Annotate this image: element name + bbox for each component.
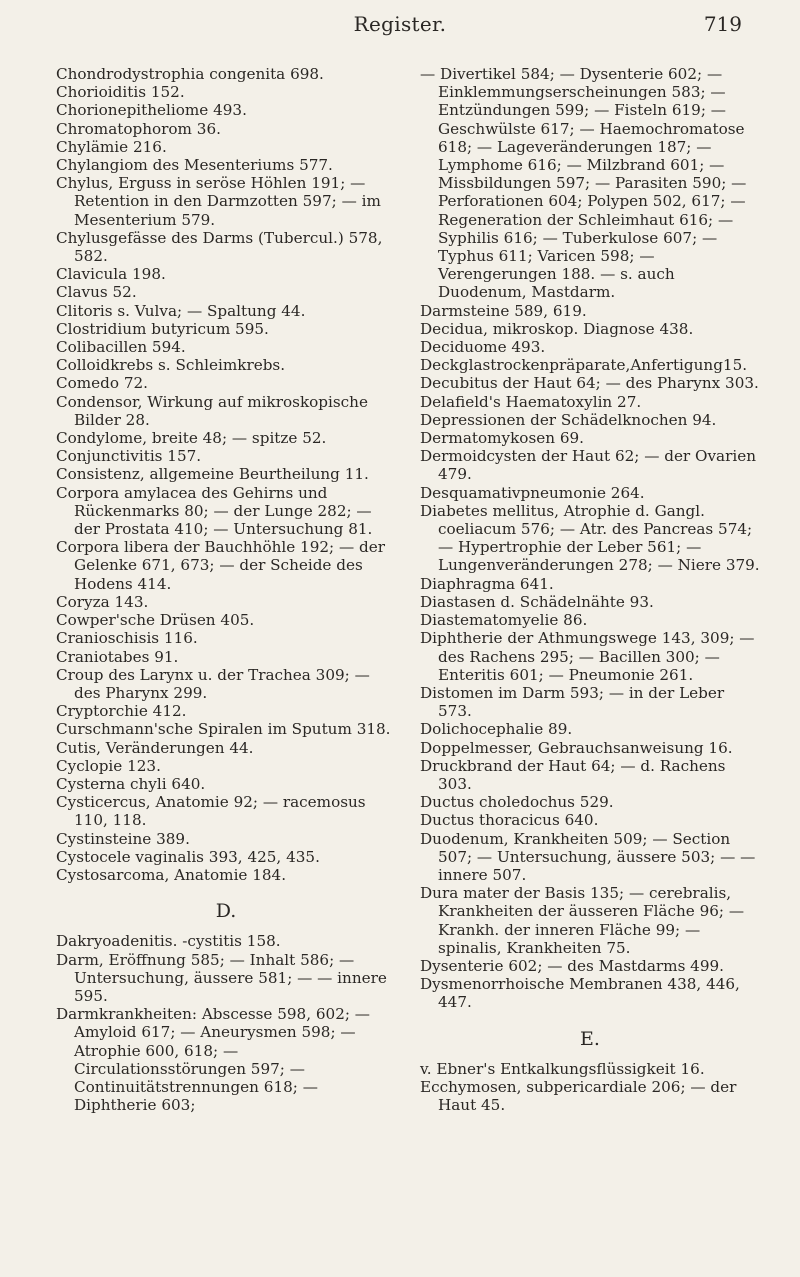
index-entry: Delafield's Haematoxylin 27. [420,392,642,411]
index-entry: Cysticercus, Anatomie 92; — racemosus 110, 118. [56,793,366,830]
index-entry: Clavicula 198. [56,265,166,284]
right-column [420,65,760,1114]
index-entry: Dakryoadenitis. -cystitis 158. [56,932,281,951]
index-entry: Cystinsteine 389. [56,829,190,848]
index-entry: Chorionepitheliome 493. [56,101,247,120]
index-entry: Diaphragma 641. [420,574,554,593]
index-entry: Cutis, Veränderungen 44. [56,738,254,757]
entries-d-list [56,932,396,1114]
index-entry: Ductus choledochus 529. [420,793,614,812]
index-entry: Chorioiditis 152. [56,83,185,102]
index-entry: Dysenterie 602; — des Mastdarms 499. [420,956,725,975]
index-entry: Diphtherie der Athmungswege 143, 309; — des Rachens 295; — Bacillen 300; — Enteritis 601; — Pneumonie 261. [420,629,755,684]
index-entry: v. Ebner's Entkalkungsflüssigkeit 16. [420,1059,705,1078]
entries-c-list [56,65,396,884]
index-entry: Druckbrand der Haut 64; — d. Rachens 303. [420,756,726,793]
running-head: Register. [353,12,447,36]
index-entry: Clavus 52. [56,283,137,302]
section-heading-e: E. [580,1027,600,1050]
index-entry: Clostridium butyricum 595. [56,319,269,338]
index-entry: Coryza 143. [56,592,149,611]
index-entry: Desquamativpneumonie 264. [420,483,645,502]
index-entry: Chromatophorom 36. [56,119,221,138]
index-entry: Darmkrankheiten: Abscesse 598, 602; — Amyloid 617; — Aneurysmen 598; — Atrophie 600, 618; — Circulationsstörungen 597; — Continuitätstrennungen 618; — Diphtherie 603; [56,1005,370,1115]
index-entry: Corpora libera der Bauchhöhle 192; — der Gelenke 671, 673; — der Scheide des Hodens 414. [56,538,385,593]
index-entry: Deckglastrockenpräparate,Anfertigung15. [420,356,748,375]
index-entry: Chondrodystrophia congenita 698. [56,65,324,83]
index-entry: Condensor, Wirkung auf mikroskopische Bilder 28. [56,392,368,429]
index-entry: Chylämie 216. [56,137,167,156]
index-entry: Dermatomykosen 69. [420,429,584,448]
index-entry: Croup des Larynx u. der Trachea 309; — des Pharynx 299. [56,665,370,702]
index-entry: Dermoidcysten der Haut 62; — der Ovarien 479. [420,447,756,484]
index-entry: Cystocele vaginalis 393, 425, 435. [56,847,320,866]
index-entry: Darmsteine 589, 619. [420,301,587,320]
index-entry: Depressionen der Schädelknochen 94. [420,410,717,429]
index-entry: Duodenum, Krankheiten 509; — Section 507; — Untersuchung, äussere 503; — — innere 507. [420,829,756,884]
index-entry: Curschmann'sche Spiralen im Sputum 318. [56,720,391,739]
index-entry: Distomen im Darm 593; — in der Leber 573. [420,683,725,721]
index-entry: Diastasen d. Schädelnähte 93. [420,592,654,611]
index-entry: Dysmenorrhoische Membranen 438, 446, 447. [420,975,740,1012]
left-column [56,65,396,1114]
index-entry: Corpora amylacea des Gehirns und Rückenmarks 80; — der Lunge 282; — der Prostata 410; — Untersuchung 81. [56,483,373,539]
index-entry: Cryptorchie 412. [56,702,187,721]
index-entry: Colloidkrebs s. Schleimkrebs. [56,356,286,375]
index-entry: Cyclopie 123. [56,756,161,775]
index-entry: — Divertikel 584; — Dysenterie 602; — Einklemmungserscheinungen 583; — Entzündungen 599; — Fisteln 619; — Geschwülste 617; — Haemochromatose 618; — Lageveränderungen 187; — Lymphome 616; — Milzbrand 601; — Missbildungen 597; — Parasiten 590; — Perforationen 604; Polypen 502, 617; — Regeneration der Schleimhaut 616; — Syphilis 616; — Tuberkulose 607; — Typhus 611; Varicen 598; — Verengerungen 188. — s. auch Duodenum, Mastdarm. [420,65,747,302]
index-entry: Chylangiom des Mesenteriums 577. [56,156,333,175]
index-entry: Cowper'sche Drüsen 405. [56,611,255,630]
index-entry: Doppelmesser, Gebrauchsanweisung 16. [420,738,733,757]
index-entry: Colibacillen 594. [56,338,186,357]
entries-d-continued-list [420,65,760,1012]
index-entry: Ductus thoracicus 640. [420,811,599,830]
page-number: 719 [703,12,742,36]
index-entry: Cranioschisis 116. [56,629,198,648]
index-entry: Condylome, breite 48; — spitze 52. [56,429,327,448]
section-heading-d: D. [215,900,237,923]
index-entry: Consistenz, allgemeine Beurtheilung 11. [56,465,369,484]
index-entry: Dura mater der Basis 135; — cerebralis, Krankheiten der äusseren Fläche 96; — Krankh. der inneren Fläche 99; — spinalis, Krankheiten 75. [420,884,745,957]
index-entry: Diastematomyelie 86. [420,611,588,630]
entries-e-list [420,1060,760,1115]
index-entry: Chylus, Erguss in seröse Höhlen 191; — Retention in den Darmzotten 597; — im Mesenterium 579. [56,174,381,229]
index-entry: Decidua, mikroskop. Diagnose 438. [420,319,694,338]
index-entry: Ecchymosen, subpericardiale 206; — der Haut 45. [420,1077,737,1115]
index-entry: Cystosarcoma, Anatomie 184. [56,865,287,884]
index-entry: Dolichocephalie 89. [420,720,573,739]
index-entry: Craniotabes 91. [56,647,179,666]
index-entry: Chylusgefässe des Darms (Tubercul.) 578, 582. [56,228,383,266]
index-entry: Conjunctivitis 157. [56,447,202,466]
index-entry: Deciduome 493. [420,338,546,357]
page-header [0,12,800,52]
index-entry: Cysterna chyli 640. [56,774,206,793]
index-entry: Comedo 72. [56,374,149,393]
index-entry: Diabetes mellitus, Atrophie d. Gangl. coeliacum 576; — Atr. des Pancreas 574; — Hypertrophie der Leber 561; — Lungenveränderungen 278; — Niere 379. [420,501,760,575]
index-entry: Clitoris s. Vulva; — Spaltung 44. [56,301,306,320]
index-entry: Decubitus der Haut 64; — des Pharynx 303. [420,374,759,393]
index-entry: Darm, Eröffnung 585; — Inhalt 586; — Untersuchung, äussere 581; — — innere 595. [56,950,387,1005]
